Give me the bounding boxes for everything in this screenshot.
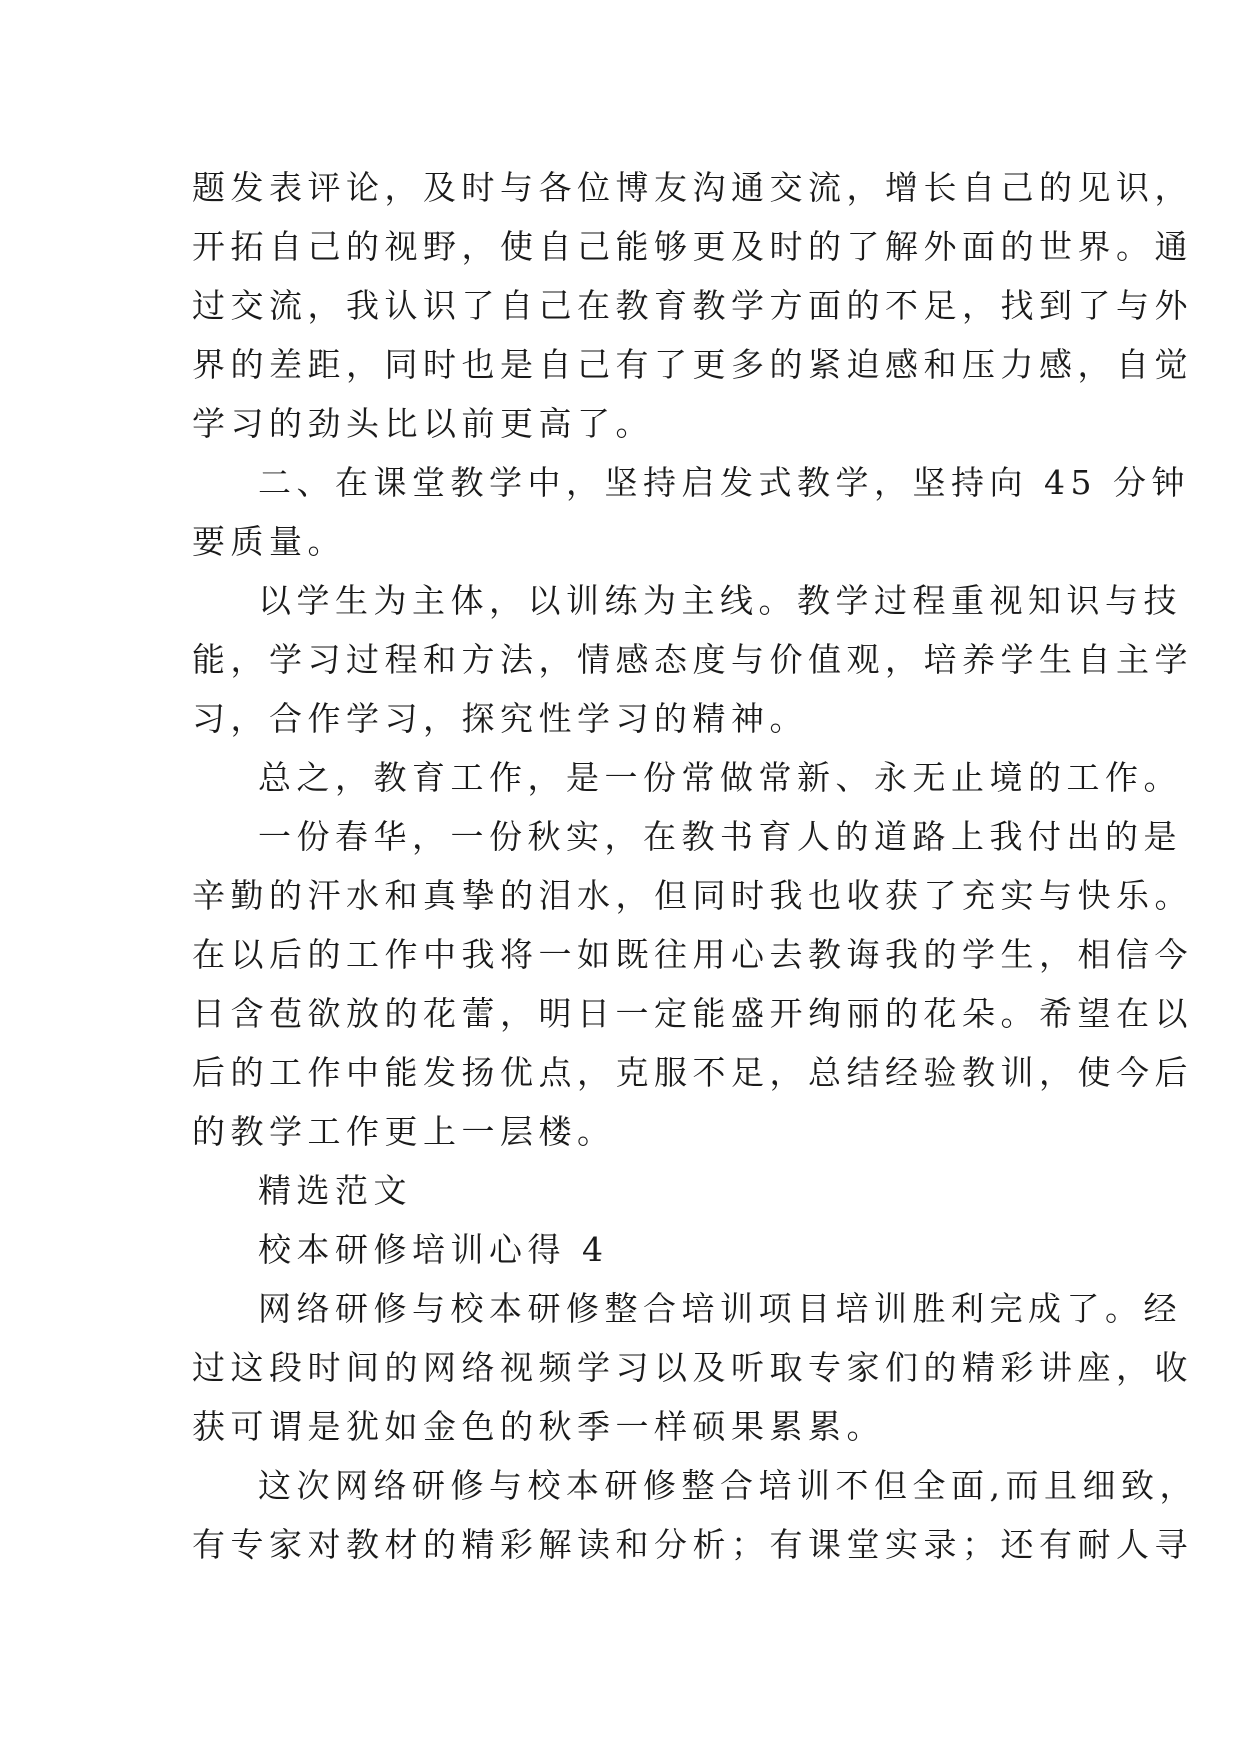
text-line: 在以后的工作中我将一如既往用心去教诲我的学生，相信今 (192, 935, 1193, 974)
text-line: 能，学习过程和方法，情感态度与价值观，培养学生自主学 (192, 640, 1193, 679)
article-title: 校本研修培训心得 4 (258, 1230, 609, 1269)
text-line: 日含苞欲放的花蕾，明日一定能盛开绚丽的花朵。希望在以 (192, 994, 1193, 1033)
text-line: 后的工作中能发扬优点，克服不足，总结经验教训，使今后 (192, 1053, 1193, 1092)
text-line: 习，合作学习，探究性学习的精神。 (192, 699, 808, 738)
section-heading: 二、在课堂教学中，坚持启发式教学，坚持向 45 分钟 (258, 463, 1190, 502)
text-line: 要质量。 (192, 522, 346, 561)
text-line: 界的差距，同时也是自己有了更多的紧迫感和压力感，自觉 (192, 345, 1193, 384)
text-line: 有专家对教材的精彩解读和分析；有课堂实录；还有耐人寻 (192, 1525, 1193, 1564)
paragraph-start: 以学生为主体，以训练为主线。教学过程重视知识与技 (258, 581, 1182, 620)
paragraph-start: 网络研修与校本研修整合培训项目培训胜利完成了。经 (258, 1289, 1182, 1328)
text-line: 题发表评论，及时与各位博友沟通交流，增长自己的见识， (192, 168, 1193, 207)
text-line: 获可谓是犹如金色的秋季一样硕果累累。 (192, 1407, 885, 1446)
paragraph-start: 这次网络研修与校本研修整合培训不但全面,而且细致， (258, 1466, 1198, 1505)
text-line: 过这段时间的网络视频学习以及听取专家们的精彩讲座，收 (192, 1348, 1193, 1387)
text-line: 学习的劲头比以前更高了。 (192, 404, 654, 443)
paragraph-start: 一份春华，一份秋实，在教书育人的道路上我付出的是 (258, 817, 1182, 856)
text-line: 过交流，我认识了自己在教育教学方面的不足，找到了与外 (192, 286, 1193, 325)
text-line: 的教学工作更上一层楼。 (192, 1112, 616, 1151)
text-line: 辛勤的汗水和真挚的泪水，但同时我也收获了充实与快乐。 (192, 876, 1193, 915)
paragraph-start: 总之，教育工作，是一份常做常新、永无止境的工作。 (258, 758, 1182, 797)
section-label: 精选范文 (258, 1171, 412, 1210)
text-line: 开拓自己的视野，使自己能够更及时的了解外面的世界。通 (192, 227, 1193, 266)
